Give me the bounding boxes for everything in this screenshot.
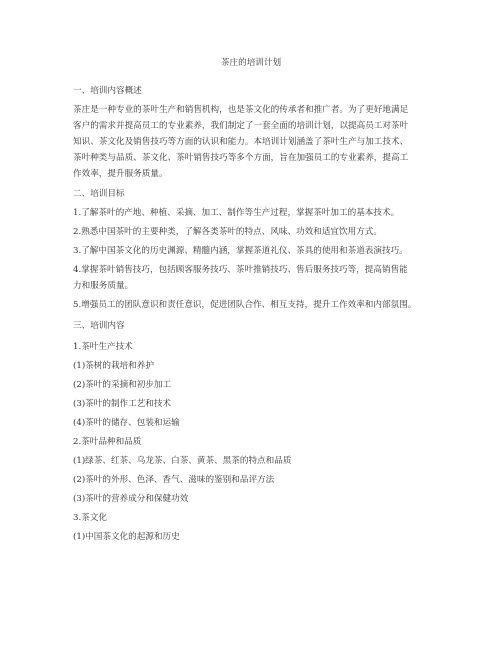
section-heading-goals: 二、培训目标 (73, 189, 125, 199)
document-title: 茶庄的培训计划 (220, 58, 282, 68)
list-item: (2)茶叶的采摘和初步加工 (73, 380, 172, 390)
list-item: (1)茶树的栽培和养护 (73, 361, 154, 371)
list-item: 3.了解中国茶文化的历史渊源、精髓内涵，掌握茶道礼仪、茶具的使用和茶道表演技巧。 (73, 246, 408, 256)
list-item: (4)茶叶的储存、包装和运输 (73, 418, 180, 428)
list-item: 1.了解茶叶的产地、种植、采摘、加工、制作等生产过程，掌握茶叶加工的基本技术。 (73, 208, 400, 218)
paragraph-line: 茶叶种类与品质、茶文化、茶叶销售技巧等多个方面，旨在加强员工的专业素养，提高工 (73, 153, 409, 163)
list-item: 5.增强员工的团队意识和责任意识，促进团队合作、相互支持，提升工作效率和内部氛围。 (73, 300, 417, 310)
paragraph-line: 客户的需求并提高员工的专业素养，我们制定了一套全面的培训计划，以提高员工对茶叶 (73, 121, 409, 131)
subsection-heading: 1.茶叶生产技术 (73, 342, 133, 352)
list-item: 2.熟悉中国茶叶的主要种类，了解各类茶叶的特点、风味、功效和适宜饮用方式。 (73, 227, 382, 237)
paragraph-line: 知识、茶文化及销售技巧等方面的认识和能力。本培训计划涵盖了茶叶生产与加工技术、 (73, 137, 409, 147)
list-item-continuation: 力和服务质量。 (73, 281, 134, 291)
list-item: (1)绿茶、红茶、乌龙茶、白茶、黄茶、黑茶的特点和品质 (73, 456, 292, 466)
list-item: (3)茶叶的营养成分和保健功效 (73, 494, 189, 504)
subsection-heading: 3.茶文化 (73, 513, 107, 523)
section-heading-content: 三、培训内容 (73, 321, 125, 331)
list-item: (1)中国茶文化的起源和历史 (73, 532, 180, 542)
subsection-heading: 2.茶叶品种和品质 (73, 437, 142, 447)
paragraph-line: 茶庄是一种专业的茶叶生产和销售机构，也是茶文化的传承者和推广者。为了更好地满足 (73, 105, 409, 115)
section-heading-overview: 一、培训内容概述 (73, 86, 142, 96)
list-item: (2)茶叶的外形、色泽、香气、滋味的鉴别和品评方法 (73, 475, 275, 485)
list-item: (3)茶叶的制作工艺和技术 (73, 399, 172, 409)
paragraph-line: 作效率，提升服务质量。 (73, 169, 168, 179)
list-item: 4.掌握茶叶销售技巧，包括顾客服务技巧、茶叶推销技巧、售后服务技巧等，提高销售能 (73, 265, 408, 275)
